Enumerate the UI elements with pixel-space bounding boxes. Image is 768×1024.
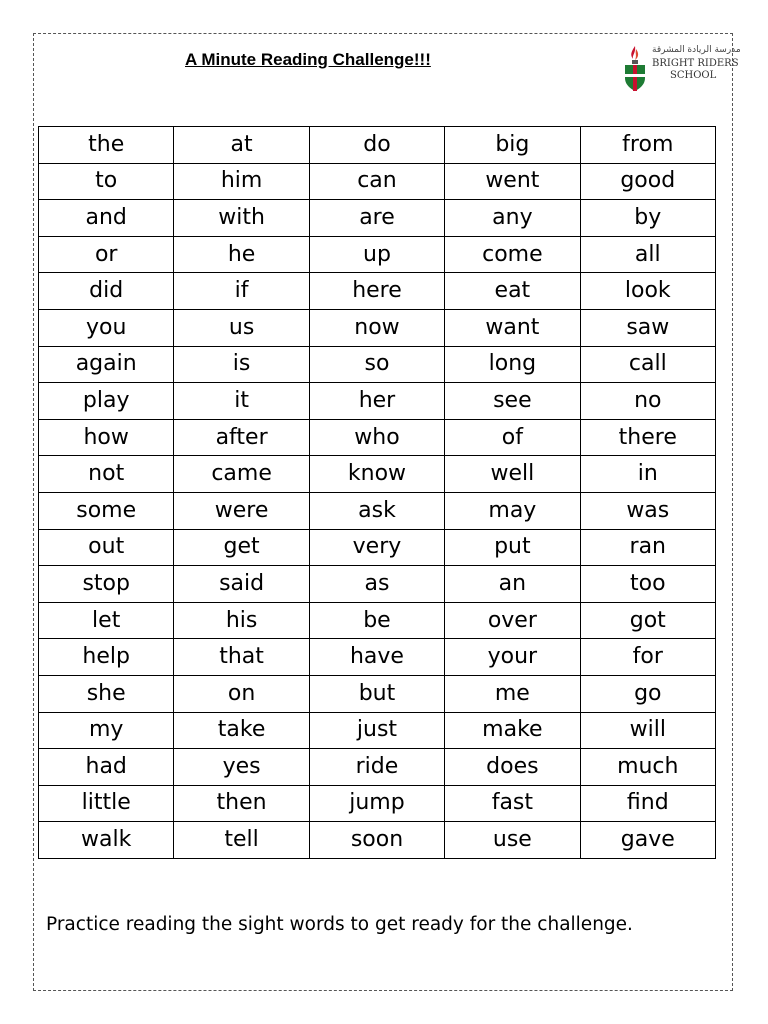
word-row	[39, 163, 716, 200]
sight-word-cell: he	[174, 236, 309, 273]
word-row	[39, 492, 716, 529]
word-row	[39, 236, 716, 273]
word-row	[39, 273, 716, 310]
sight-word-cell: by	[580, 200, 715, 237]
sight-word-cell: for	[580, 639, 715, 676]
sight-word-cell: help	[39, 639, 174, 676]
word-row	[39, 456, 716, 493]
sight-word-cell: use	[445, 822, 580, 859]
sight-word-cell: her	[309, 383, 444, 420]
word-row	[39, 127, 716, 164]
sight-word-cell: at	[174, 127, 309, 164]
sight-word-cell: be	[309, 602, 444, 639]
sight-word-cell: much	[580, 749, 715, 786]
sight-word-cell: not	[39, 456, 174, 493]
sight-word-cell: did	[39, 273, 174, 310]
sight-word-cell: up	[309, 236, 444, 273]
sight-word-cell: stop	[39, 566, 174, 603]
sight-word-cell: long	[445, 346, 580, 383]
sight-word-cell: came	[174, 456, 309, 493]
sight-word-cell: went	[445, 163, 580, 200]
sight-word-cell: may	[445, 492, 580, 529]
sight-word-cell: an	[445, 566, 580, 603]
sight-word-cell: so	[309, 346, 444, 383]
sight-word-cell: very	[309, 529, 444, 566]
sight-word-cell: little	[39, 785, 174, 822]
sight-word-cell: it	[174, 383, 309, 420]
sight-word-cell: do	[309, 127, 444, 164]
sight-word-cell: the	[39, 127, 174, 164]
sight-word-cell: soon	[309, 822, 444, 859]
sight-word-cell: well	[445, 456, 580, 493]
logo-name-line2: SCHOOL	[670, 70, 717, 81]
word-row	[39, 383, 716, 420]
sight-word-cell: my	[39, 712, 174, 749]
sight-word-cell: out	[39, 529, 174, 566]
sight-word-cell: fast	[445, 785, 580, 822]
word-row	[39, 639, 716, 676]
word-row	[39, 785, 716, 822]
worksheet-title: A Minute Reading Challenge!!!	[185, 50, 431, 69]
sight-word-cell: all	[580, 236, 715, 273]
sight-word-cell: with	[174, 200, 309, 237]
sight-word-cell: get	[174, 529, 309, 566]
sight-word-cell: saw	[580, 309, 715, 346]
word-row	[39, 749, 716, 786]
sight-word-cell: find	[580, 785, 715, 822]
sight-word-cell: or	[39, 236, 174, 273]
sight-word-cell: put	[445, 529, 580, 566]
sight-word-cell: walk	[39, 822, 174, 859]
sight-word-cell: over	[445, 602, 580, 639]
word-row	[39, 675, 716, 712]
sight-word-cell: tell	[174, 822, 309, 859]
sight-word-cell: then	[174, 785, 309, 822]
sight-word-cell: now	[309, 309, 444, 346]
sight-word-cell: your	[445, 639, 580, 676]
sight-word-cell: eat	[445, 273, 580, 310]
sight-word-cell: is	[174, 346, 309, 383]
sight-word-cell: are	[309, 200, 444, 237]
sight-word-cell: from	[580, 127, 715, 164]
sight-word-cell: know	[309, 456, 444, 493]
sight-word-cell: ask	[309, 492, 444, 529]
sight-word-cell: you	[39, 309, 174, 346]
sight-word-cell: come	[445, 236, 580, 273]
logo-name-line1: BRIGHT RIDERS	[652, 58, 739, 69]
sight-word-cell: some	[39, 492, 174, 529]
sight-word-cell: play	[39, 383, 174, 420]
sight-word-cell: see	[445, 383, 580, 420]
school-logo	[622, 44, 742, 94]
sight-word-cell: any	[445, 200, 580, 237]
sight-word-cell: no	[580, 383, 715, 420]
sight-word-cell: ride	[309, 749, 444, 786]
sight-word-cell: too	[580, 566, 715, 603]
sight-word-cell: good	[580, 163, 715, 200]
sight-word-cell: and	[39, 200, 174, 237]
sight-word-cell: him	[174, 163, 309, 200]
sight-word-cell: in	[580, 456, 715, 493]
sight-word-cell: can	[309, 163, 444, 200]
sight-word-cell: again	[39, 346, 174, 383]
sight-word-cell: ran	[580, 529, 715, 566]
sight-word-cell: call	[580, 346, 715, 383]
sight-word-cell: look	[580, 273, 715, 310]
sight-word-cell: does	[445, 749, 580, 786]
sight-word-cell: of	[445, 419, 580, 456]
sight-word-cell: if	[174, 273, 309, 310]
sight-word-cell: yes	[174, 749, 309, 786]
sight-word-cell: how	[39, 419, 174, 456]
sight-word-cell: me	[445, 675, 580, 712]
sight-word-table	[38, 126, 716, 859]
word-row	[39, 346, 716, 383]
word-row	[39, 529, 716, 566]
word-row	[39, 419, 716, 456]
sight-word-cell: said	[174, 566, 309, 603]
sight-word-cell: had	[39, 749, 174, 786]
sight-word-cell: jump	[309, 785, 444, 822]
sight-word-cell: just	[309, 712, 444, 749]
word-row	[39, 712, 716, 749]
word-row	[39, 602, 716, 639]
sight-word-cell: on	[174, 675, 309, 712]
sight-word-cell: will	[580, 712, 715, 749]
sight-word-cell: us	[174, 309, 309, 346]
practice-instruction: Practice reading the sight words to get ready for the challenge.	[46, 914, 633, 935]
logo-arabic-name: مدرسة الريادة المشرقة	[652, 45, 741, 55]
sight-word-cell: here	[309, 273, 444, 310]
sight-word-cell: that	[174, 639, 309, 676]
sight-word-cell: was	[580, 492, 715, 529]
sight-word-cell: she	[39, 675, 174, 712]
sight-word-cell: to	[39, 163, 174, 200]
sight-word-cell: got	[580, 602, 715, 639]
word-row	[39, 200, 716, 237]
sight-word-cell: after	[174, 419, 309, 456]
word-row	[39, 309, 716, 346]
sight-word-cell: make	[445, 712, 580, 749]
sight-word-cell: his	[174, 602, 309, 639]
word-row	[39, 566, 716, 603]
sight-word-cell: were	[174, 492, 309, 529]
word-row	[39, 822, 716, 859]
sight-word-cell: there	[580, 419, 715, 456]
sight-word-cell: go	[580, 675, 715, 712]
torch-shield-icon	[622, 44, 648, 94]
sight-word-cell: as	[309, 566, 444, 603]
sight-word-cell: gave	[580, 822, 715, 859]
sight-word-cell: let	[39, 602, 174, 639]
sight-word-cell: but	[309, 675, 444, 712]
sight-word-cell: take	[174, 712, 309, 749]
sight-word-cell: who	[309, 419, 444, 456]
sight-word-cell: want	[445, 309, 580, 346]
sight-word-cell: big	[445, 127, 580, 164]
sight-word-cell: have	[309, 639, 444, 676]
